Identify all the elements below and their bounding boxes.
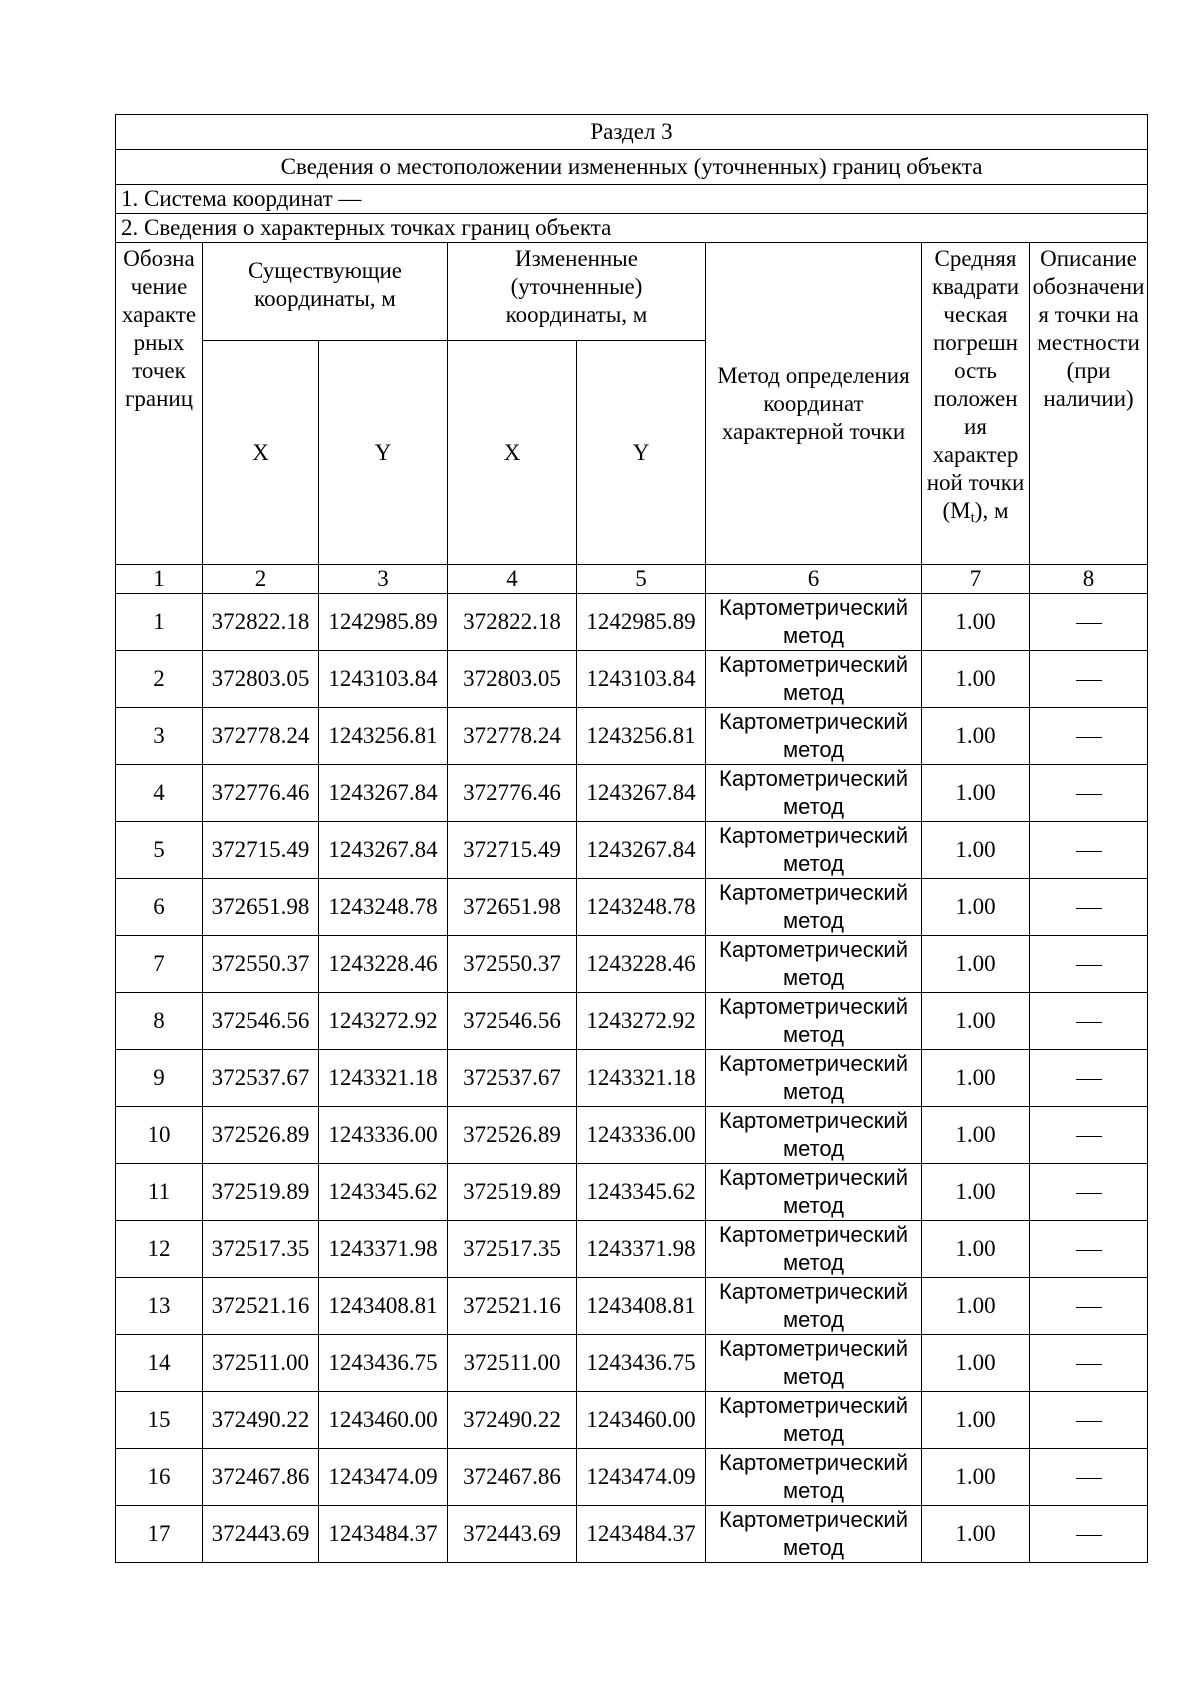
dash-mark [1076,737,1102,738]
changed-y-cell: 1243256.81 [577,708,706,765]
method-cell: Картометрический метод [706,1164,922,1221]
existing-y-cell: 1243228.46 [319,936,448,993]
description-cell [1030,879,1148,936]
changed-y-cell: 1243345.62 [577,1164,706,1221]
existing-x-cell: 372803.05 [203,651,319,708]
changed-y-cell: 1243474.09 [577,1449,706,1506]
existing-x-cell: 372776.46 [203,765,319,822]
existing-x-cell: 372537.67 [203,1050,319,1107]
column-number: 2 [203,565,319,594]
existing-y-cell: 1243436.75 [319,1335,448,1392]
error-cell: 1.00 [922,1392,1030,1449]
table-row [116,1449,1148,1506]
point-number-cell: 3 [116,708,203,765]
error-cell: 1.00 [922,1164,1030,1221]
table-row [116,594,1148,651]
header-designation: Обозна чение характе рных точек границ [116,243,203,565]
existing-x-cell: 372778.24 [203,708,319,765]
changed-y-cell: 1243484.37 [577,1506,706,1563]
header-y-existing: Y [319,341,448,565]
existing-y-cell: 1243460.00 [319,1392,448,1449]
dash-mark [1076,1535,1102,1536]
method-cell: Картометрический метод [706,1506,922,1563]
error-cell: 1.00 [922,1107,1030,1164]
changed-x-cell: 372537.67 [448,1050,577,1107]
header-x-existing: X [203,341,319,565]
column-numbers-row [116,565,1148,594]
changed-x-cell: 372511.00 [448,1335,577,1392]
existing-y-cell: 1243256.81 [319,708,448,765]
column-number: 8 [1030,565,1148,594]
error-cell: 1.00 [922,1278,1030,1335]
dash-mark [1076,680,1102,681]
existing-y-cell: 1243336.00 [319,1107,448,1164]
point-number-cell: 16 [116,1449,203,1506]
changed-y-cell: 1243228.46 [577,936,706,993]
header-changed-coords: Измененные (уточненные) координаты, м [448,243,706,341]
error-cell: 1.00 [922,879,1030,936]
dash-mark [1076,1136,1102,1137]
dash-mark [1076,1079,1102,1080]
error-cell: 1.00 [922,822,1030,879]
changed-y-cell: 1242985.89 [577,594,706,651]
table-row [116,708,1148,765]
description-cell [1030,1335,1148,1392]
method-cell: Картометрический метод [706,879,922,936]
point-number-cell: 7 [116,936,203,993]
existing-y-cell: 1243371.98 [319,1221,448,1278]
point-number-cell: 5 [116,822,203,879]
description-cell [1030,1221,1148,1278]
document-title: Сведения о местоположении измененных (уточненных) границ объекта [116,150,1148,185]
point-number-cell: 9 [116,1050,203,1107]
existing-x-cell: 372546.56 [203,993,319,1050]
points-heading: 2. Сведения о характерных точках границ объекта [116,214,1148,243]
description-cell [1030,1278,1148,1335]
changed-x-cell: 372490.22 [448,1392,577,1449]
column-number: 4 [448,565,577,594]
method-cell: Картометрический метод [706,765,922,822]
existing-y-cell: 1243408.81 [319,1278,448,1335]
changed-y-cell: 1243272.92 [577,993,706,1050]
dash-mark [1076,1421,1102,1422]
description-cell [1030,594,1148,651]
table-row [116,1107,1148,1164]
column-number: 3 [319,565,448,594]
error-cell: 1.00 [922,1221,1030,1278]
method-cell: Картометрический метод [706,1107,922,1164]
point-number-cell: 1 [116,594,203,651]
table-row [116,765,1148,822]
changed-x-cell: 372517.35 [448,1221,577,1278]
point-number-cell: 11 [116,1164,203,1221]
header-y-changed: Y [577,341,706,565]
method-cell: Картометрический метод [706,1335,922,1392]
existing-x-cell: 372521.16 [203,1278,319,1335]
error-cell: 1.00 [922,1050,1030,1107]
changed-x-cell: 372803.05 [448,651,577,708]
error-cell: 1.00 [922,1449,1030,1506]
point-number-cell: 14 [116,1335,203,1392]
method-cell: Картометрический метод [706,1221,922,1278]
point-number-cell: 8 [116,993,203,1050]
method-cell: Картометрический метод [706,822,922,879]
existing-y-cell: 1243272.92 [319,993,448,1050]
method-cell: Картометрический метод [706,708,922,765]
table-row [116,879,1148,936]
changed-y-cell: 1243103.84 [577,651,706,708]
dash-mark [1076,1364,1102,1365]
changed-x-cell: 372519.89 [448,1164,577,1221]
table-row [116,1221,1148,1278]
error-cell: 1.00 [922,936,1030,993]
table-row [116,1050,1148,1107]
header-error-text: Средняя квадрати ческая погрешн ость положен ия характер ной точки (M [926,246,1025,523]
description-cell [1030,1107,1148,1164]
dash-mark [1076,1022,1102,1023]
existing-y-cell: 1243267.84 [319,765,448,822]
table-row [116,1164,1148,1221]
error-cell: 1.00 [922,765,1030,822]
point-number-cell: 6 [116,879,203,936]
point-number-cell: 17 [116,1506,203,1563]
changed-y-cell: 1243267.84 [577,765,706,822]
changed-x-cell: 372778.24 [448,708,577,765]
method-cell: Картометрический метод [706,1050,922,1107]
error-cell: 1.00 [922,1335,1030,1392]
column-number: 7 [922,565,1030,594]
dash-mark [1076,1250,1102,1251]
boundary-points-table [115,114,1148,1563]
changed-y-cell: 1243436.75 [577,1335,706,1392]
existing-y-cell: 1243248.78 [319,879,448,936]
existing-x-cell: 372550.37 [203,936,319,993]
description-cell [1030,1050,1148,1107]
existing-x-cell: 372511.00 [203,1335,319,1392]
point-number-cell: 15 [116,1392,203,1449]
existing-x-cell: 372490.22 [203,1392,319,1449]
description-cell [1030,822,1148,879]
error-cell: 1.00 [922,594,1030,651]
changed-x-cell: 372546.56 [448,993,577,1050]
method-cell: Картометрический метод [706,1449,922,1506]
method-cell: Картометрический метод [706,1278,922,1335]
changed-y-cell: 1243408.81 [577,1278,706,1335]
dash-mark [1076,965,1102,966]
existing-x-cell: 372467.86 [203,1449,319,1506]
header-error-unit: ), м [974,498,1009,523]
description-cell [1030,936,1148,993]
changed-y-cell: 1243336.00 [577,1107,706,1164]
description-cell [1030,708,1148,765]
point-number-cell: 4 [116,765,203,822]
method-cell: Картометрический метод [706,651,922,708]
existing-x-cell: 372443.69 [203,1506,319,1563]
changed-x-cell: 372467.86 [448,1449,577,1506]
description-cell [1030,765,1148,822]
point-number-cell: 12 [116,1221,203,1278]
existing-x-cell: 372715.49 [203,822,319,879]
description-cell [1030,651,1148,708]
existing-y-cell: 1243474.09 [319,1449,448,1506]
header-existing-coords: Существующие координаты, м [203,243,448,341]
point-number-cell: 2 [116,651,203,708]
table-row [116,822,1148,879]
changed-y-cell: 1243248.78 [577,879,706,936]
existing-x-cell: 372822.18 [203,594,319,651]
changed-x-cell: 372715.49 [448,822,577,879]
existing-y-cell: 1243321.18 [319,1050,448,1107]
existing-x-cell: 372526.89 [203,1107,319,1164]
changed-y-cell: 1243371.98 [577,1221,706,1278]
coordinate-system: 1. Система координат — [116,185,1148,214]
changed-x-cell: 372822.18 [448,594,577,651]
header-description: Описание обозначени я точки на местности (при наличии) [1030,243,1148,565]
changed-x-cell: 372776.46 [448,765,577,822]
dash-mark [1076,851,1102,852]
point-number-cell: 10 [116,1107,203,1164]
existing-y-cell: 1243484.37 [319,1506,448,1563]
changed-x-cell: 372521.16 [448,1278,577,1335]
existing-x-cell: 372651.98 [203,879,319,936]
method-cell: Картометрический метод [706,993,922,1050]
section-title: Раздел 3 [116,115,1148,150]
table-row [116,1392,1148,1449]
header-error [922,243,1030,565]
column-number: 6 [706,565,922,594]
error-cell: 1.00 [922,993,1030,1050]
existing-y-cell: 1243267.84 [319,822,448,879]
description-cell [1030,1449,1148,1506]
table-row [116,1335,1148,1392]
dash-mark [1076,794,1102,795]
existing-x-cell: 372519.89 [203,1164,319,1221]
error-cell: 1.00 [922,1506,1030,1563]
table-row [116,651,1148,708]
header-method: Метод определения координат характерной точки [706,243,922,565]
column-number: 5 [577,565,706,594]
dash-mark [1076,908,1102,909]
changed-x-cell: 372550.37 [448,936,577,993]
existing-y-cell: 1243345.62 [319,1164,448,1221]
description-cell [1030,1506,1148,1563]
header-error-subscript: t [970,510,975,526]
table-row [116,1506,1148,1563]
dash-mark [1076,1193,1102,1194]
error-cell: 1.00 [922,651,1030,708]
dash-mark [1076,1307,1102,1308]
header-x-changed: X [448,341,577,565]
changed-x-cell: 372443.69 [448,1506,577,1563]
error-cell: 1.00 [922,708,1030,765]
existing-y-cell: 1242985.89 [319,594,448,651]
description-cell [1030,993,1148,1050]
description-cell [1030,1164,1148,1221]
column-number: 1 [116,565,203,594]
table-row [116,936,1148,993]
changed-y-cell: 1243460.00 [577,1392,706,1449]
changed-y-cell: 1243321.18 [577,1050,706,1107]
dash-mark [1076,623,1102,624]
method-cell: Картометрический метод [706,936,922,993]
dash-mark [1076,1478,1102,1479]
existing-y-cell: 1243103.84 [319,651,448,708]
table-row [116,993,1148,1050]
changed-x-cell: 372526.89 [448,1107,577,1164]
method-cell: Картометрический метод [706,594,922,651]
table-row [116,1278,1148,1335]
existing-x-cell: 372517.35 [203,1221,319,1278]
method-cell: Картометрический метод [706,1392,922,1449]
description-cell [1030,1392,1148,1449]
point-number-cell: 13 [116,1278,203,1335]
changed-y-cell: 1243267.84 [577,822,706,879]
changed-x-cell: 372651.98 [448,879,577,936]
